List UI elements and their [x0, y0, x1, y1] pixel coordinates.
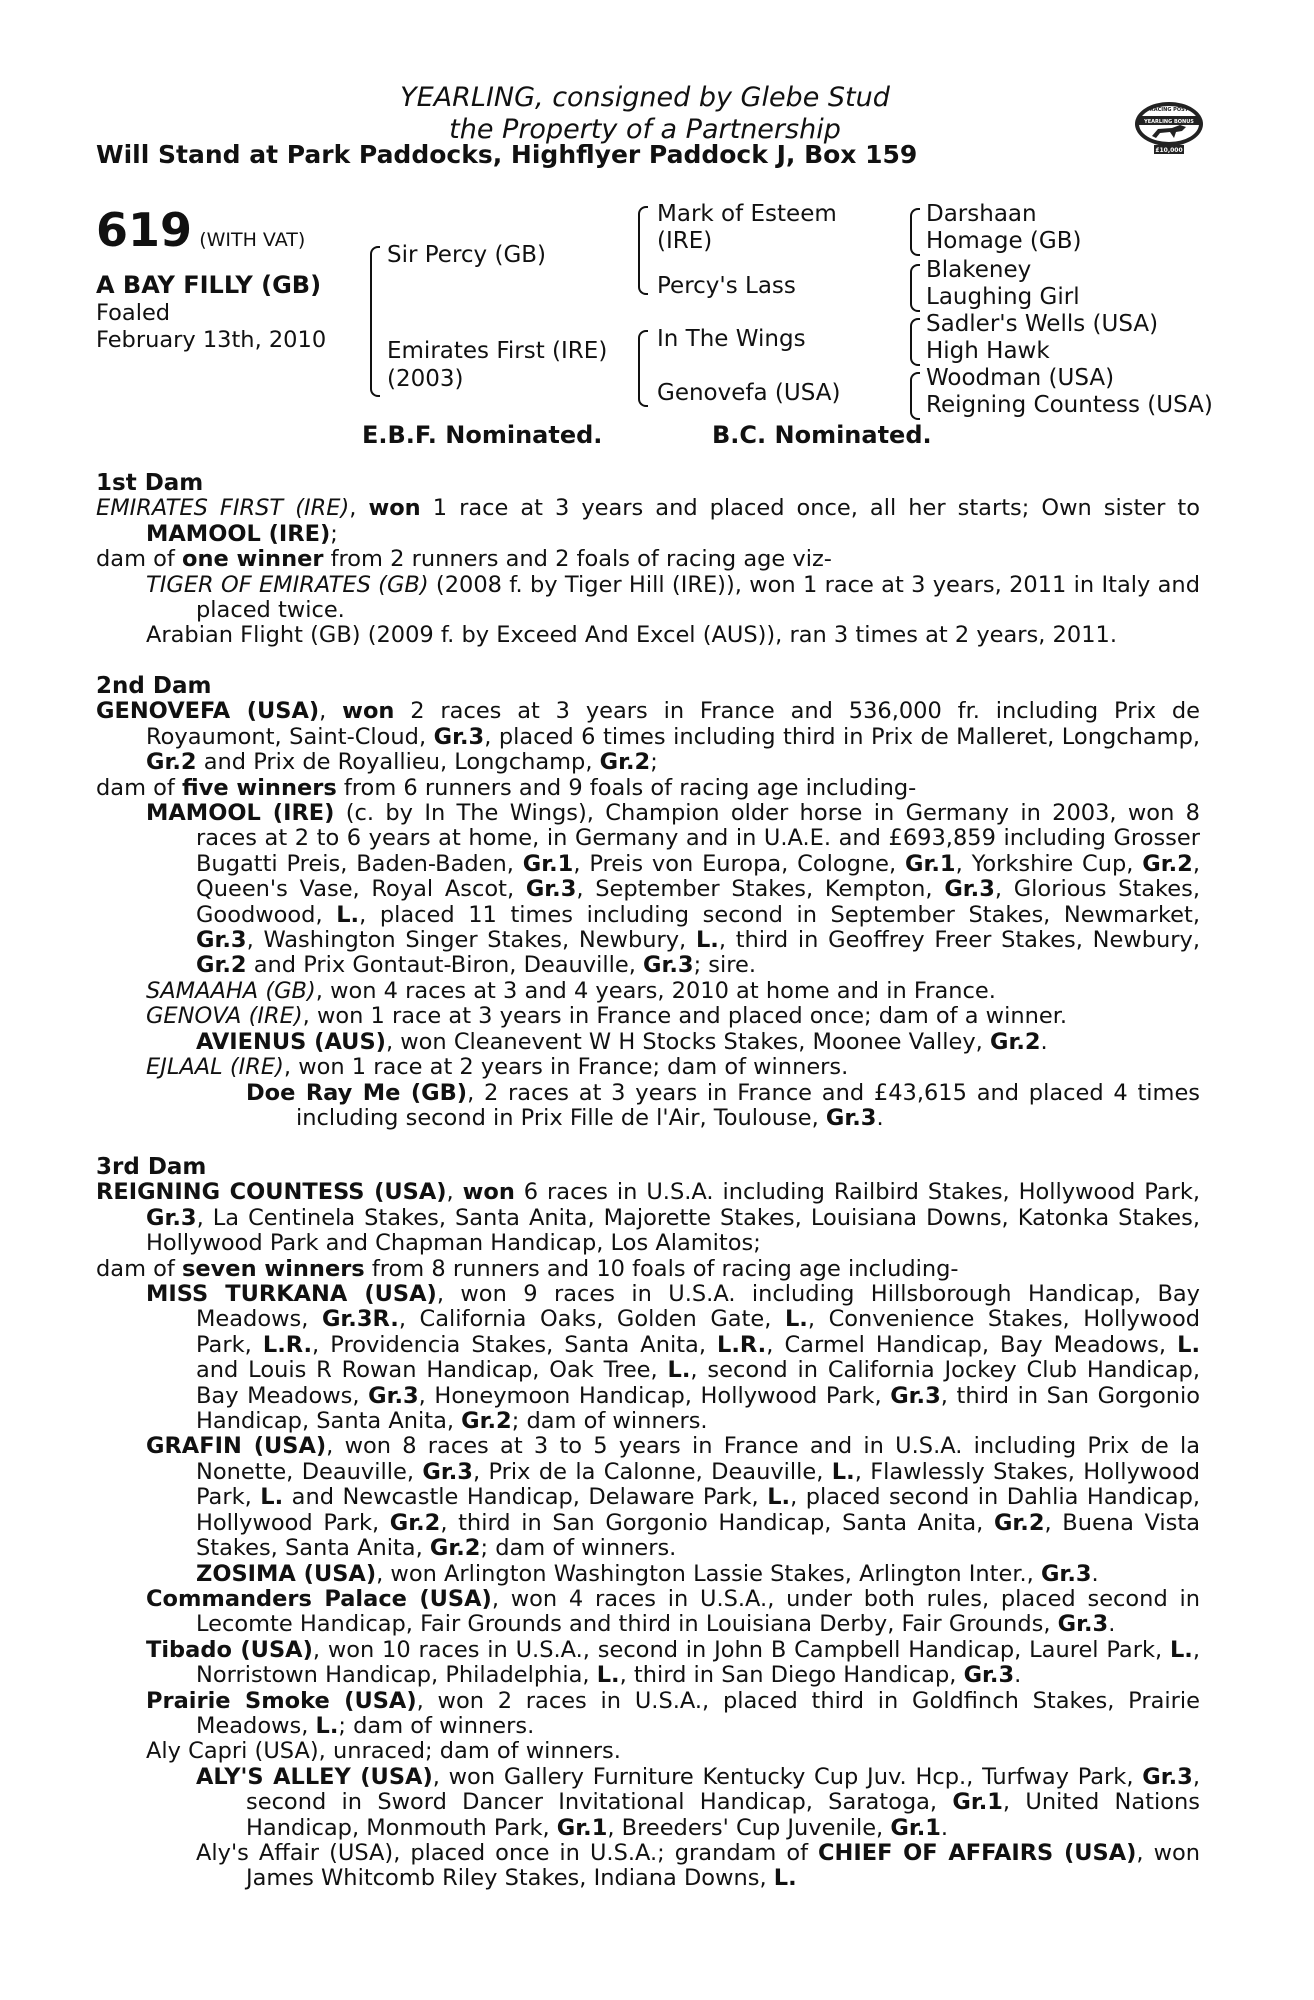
lot-title: A BAY FILLY (GB)	[96, 271, 322, 299]
ggs-brace-4	[910, 372, 920, 420]
foaled-date: February 13th, 2010	[96, 327, 327, 353]
samaaha-record: SAMAAHA (GB), won 4 races at 3 and 4 years, 2010 at home and in France.	[146, 977, 996, 1004]
sire-parents-brace	[638, 206, 648, 295]
ggs-2: Homage (GB)	[926, 228, 1082, 254]
horse-badge-icon	[1132, 98, 1206, 156]
badge-mid-text: YEARLING BONUS	[1144, 119, 1194, 125]
granddam-2: Genovefa (USA)	[657, 380, 841, 406]
third-dam-produce-summary: dam of seven winners from 8 runners and 10 foals of racing age including-	[96, 1255, 959, 1282]
tibado-record: Tibado (USA), won 10 races in U.S.A., second in John B Campbell Handicap, Laurel Park, L., Norristown Handicap, Philadelphia, L., third in San Diego Handicap, Gr.3.	[146, 1636, 1200, 1689]
foaled-label: Foaled	[96, 300, 171, 326]
alys-alley-record: ALY'S ALLEY (USA), won Gallery Furniture Kentucky Cup Juv. Hcp., Turfway Park, Gr.3, second in Sword Dancer Invitational Handicap, Saratoga, Gr.1, United Nations Handicap, Monmouth Park, Gr.1, Breeders' Cup Juvenile, Gr.1.	[196, 1763, 1200, 1841]
consignment-line: YEARLING, consigned by Glebe Stud	[400, 82, 890, 113]
zosima-record: ZOSIMA (USA), won Arlington Washington Lassie Stakes, Arlington Inter., Gr.3.	[196, 1560, 1099, 1587]
first-dam-produce-summary: dam of one winner from 2 runners and 2 foals of racing age viz-	[96, 546, 832, 573]
prairie-smoke-record: Prairie Smoke (USA), won 2 races in U.S.A., placed third in Goldfinch Stakes, Prairie Meadows, L.; dam of winners.	[146, 1687, 1200, 1739]
dam-year: (2003)	[387, 366, 464, 392]
bc-nominated: B.C. Nominated.	[712, 421, 932, 449]
sire-dam-brace	[370, 246, 380, 397]
dam-name: Emirates First (IRE)	[387, 338, 608, 364]
second-dam-section	[96, 674, 1200, 1131]
second-dam-produce-summary: dam of five winners from 6 runners and 9 foals of racing age including-	[96, 774, 917, 801]
lot-vat: (WITH VAT)	[199, 229, 306, 251]
third-dam-record: REIGNING COUNTESS (USA), won 6 races in U.S.A. including Railbird Stakes, Hollywood Park, Gr.3, La Centinela Stakes, Santa Anita, Majorette Stakes, Louisiana Downs, Katonka Stakes, Hollywood Park and Chapman Handicap, Los Alamitos;	[96, 1179, 1201, 1257]
ebf-nominated: E.B.F. Nominated.	[362, 421, 603, 449]
first-dam-record: EMIRATES FIRST (IRE), won 1 race at 3 years and placed once, all her starts; Own sister to MAMOOL (IRE);	[96, 495, 1200, 547]
dam-parents-brace	[638, 330, 648, 407]
ggs-5: Sadler's Wells (USA)	[926, 311, 1159, 337]
aly-capri-record: Aly Capri (USA), unraced; dam of winners.	[146, 1738, 621, 1765]
lot-number-line	[96, 203, 306, 257]
badge-bottom-text: £10,000	[1155, 147, 1183, 154]
doe-ray-me-record: Doe Ray Me (GB), 2 races at 3 years in France and £43,615 and placed 4 times including second in Prix Fille de l'Air, Toulouse, Gr.3.	[246, 1079, 1201, 1131]
first-dam-foal-1: TIGER OF EMIRATES (GB) (2008 f. by Tiger Hill (IRE)), won 1 race at 3 years, 2011 in Italy and placed twice.	[146, 571, 1200, 624]
ejlaal-record: EJLAAL (IRE), won 1 race at 2 years in France; dam of winners.	[146, 1054, 849, 1081]
badge-top-text: RACING POST	[1149, 107, 1189, 113]
property-line: the Property of a Partnership	[449, 114, 841, 145]
grandsire-1-country: (IRE)	[657, 228, 713, 254]
granddam-1: Percy's Lass	[657, 273, 796, 299]
sire: Sir Percy (GB)	[387, 242, 547, 268]
genova-record: GENOVA (IRE), won 1 race at 3 years in France and placed once; dam of a winner.	[146, 1003, 1068, 1030]
first-dam-foal-2: Arabian Flight (GB) (2009 f. by Exceed And Excel (AUS)), ran 3 times at 2 years, 2011.	[146, 622, 1117, 649]
ggs-3: Blakeney	[926, 257, 1032, 283]
alys-affair-record: Aly's Affair (USA), placed once in U.S.A.; grandam of CHIEF OF AFFAIRS (USA), won James Whitcomb Riley Stakes, Indiana Downs, L.	[196, 1839, 1200, 1892]
ggs-8: Reigning Countess (USA)	[926, 392, 1213, 418]
first-dam-heading: 1st Dam	[96, 470, 204, 496]
ggs-brace-1	[910, 208, 920, 256]
grafin-record: GRAFIN (USA), won 8 races at 3 to 5 years in France and in U.S.A. including Prix de la Nonette, Deauville, Gr.3, Prix de la Calonne, Deauville, L., Flawlessly Stakes, Hollywood Park, L. and Newcastle Handicap, Delaware Park, L., placed second in Dahlia Handicap, Hollywood Park, Gr.2, third in San Gorgonio Handicap, Santa Anita, Gr.2, Buena Vista Stakes, Santa Anita, Gr.2; dam of winners.	[146, 1433, 1201, 1562]
commanders-palace-record: Commanders Palace (USA), won 4 races in U.S.A., under both rules, placed second in Lecomte Handicap, Fair Grounds and third in Louisiana Derby, Fair Grounds, Gr.3.	[146, 1585, 1200, 1638]
stand-location: Will Stand at Park Paddocks, Highflyer Paddock J, Box 159	[96, 140, 918, 169]
second-dam-record: GENOVEFA (USA), won 2 races at 3 years in France and 536,000 fr. including Prix de Royaumont, Saint-Cloud, Gr.3, placed 6 times including third in Prix de Malleret, Longchamp, Gr.2 and Prix de Royallieu, Longchamp, Gr.2;	[96, 698, 1201, 776]
third-dam-heading: 3rd Dam	[96, 1154, 207, 1180]
ggs-brace-2	[910, 264, 920, 312]
miss-turkana-record: MISS TURKANA (USA), won 9 races in U.S.A. including Hillsborough Handicap, Bay Meadows, Gr.3R., California Oaks, Golden Gate, L., Convenience Stakes, Hollywood Park, L.R., Providencia Stakes, Santa Anita, L.R., Carmel Handicap, Bay Meadows, L. and Louis R Rowan Handicap, Oak Tree, L., second in California Jockey Club Handicap, Bay Meadows, Gr.3, Honeymoon Handicap, Hollywood Park, Gr.3, third in San Gorgonio Handicap, Santa Anita, Gr.2; dam of winners.	[146, 1281, 1200, 1435]
grandsire-1: Mark of Esteem	[657, 201, 837, 227]
avienus-record: AVIENUS (AUS), won Cleanevent W H Stocks Stakes, Moonee Valley, Gr.2.	[196, 1028, 1048, 1055]
ggs-1: Darshaan	[926, 201, 1037, 227]
grandsire-2: In The Wings	[657, 326, 806, 352]
ggs-brace-3	[910, 318, 920, 366]
lot-number: 619	[96, 203, 193, 257]
mamool-record: MAMOOL (IRE) (c. by In The Wings), Champion older horse in Germany in 2003, won 8 races at 2 to 6 years at home, in Germany and in U.A.E. and £693,859 including Grosser Bugatti Preis, Baden-Baden, Gr.1, Preis von Europa, Cologne, Gr.1, Yorkshire Cup, Gr.2, Queen's Vase, Royal Ascot, Gr.3, September Stakes, Kempton, Gr.3, Glorious Stakes, Goodwood, L., placed 11 times including second in September Stakes, Newmarket, Gr.3, Washington Singer Stakes, Newbury, L., third in Geoffrey Freer Stakes, Newbury, Gr.2 and Prix Gontaut-Biron, Deauville, Gr.3; sire.	[146, 800, 1201, 979]
ggs-4: Laughing Girl	[926, 284, 1080, 310]
third-dam-section	[96, 1155, 1200, 1892]
ggs-6: High Hawk	[926, 338, 1050, 364]
second-dam-heading: 2nd Dam	[96, 673, 212, 699]
ggs-7: Woodman (USA)	[926, 365, 1115, 391]
first-dam-section	[96, 471, 1200, 649]
